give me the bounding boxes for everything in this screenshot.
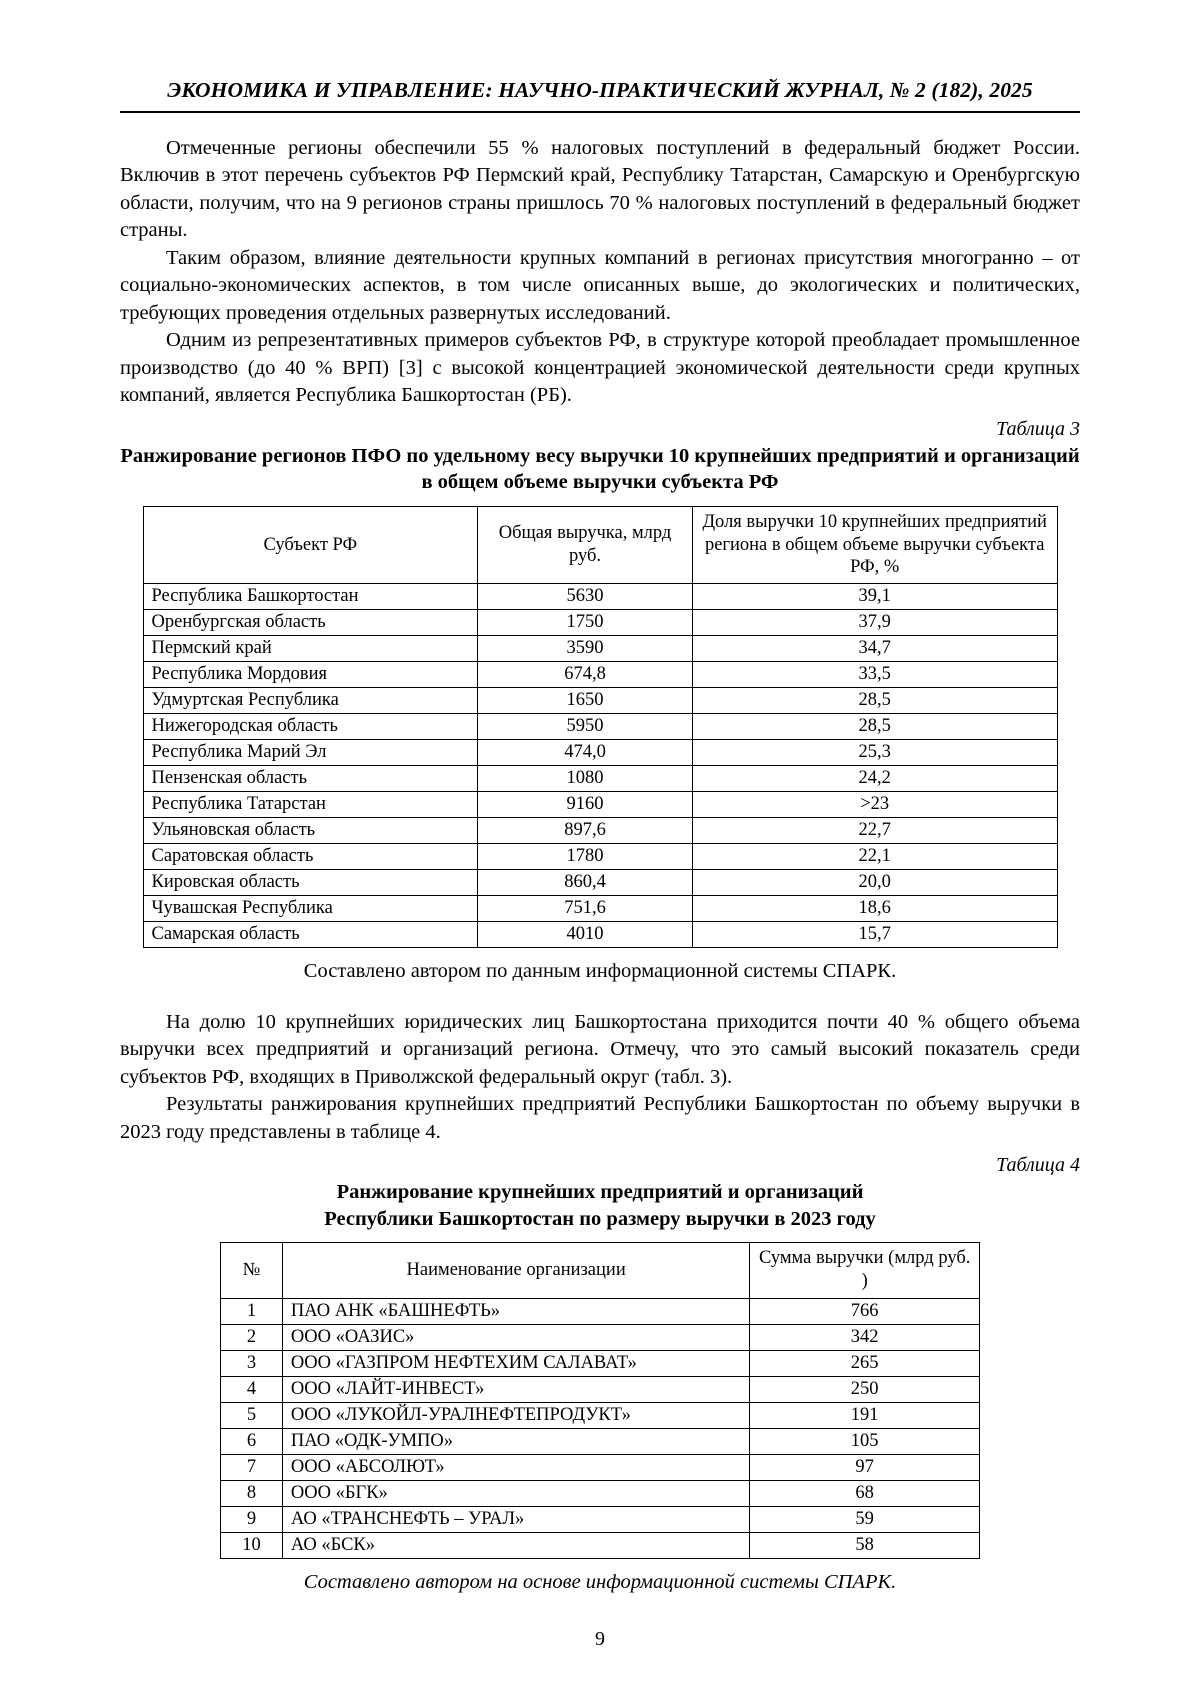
- cell-share: 15,7: [692, 921, 1057, 947]
- table-row: [143, 843, 1057, 869]
- cell-share: 22,1: [692, 843, 1057, 869]
- table3-col-share: Доля выручки 10 крупнейших предприятий региона в общем объеме выручки субъекта РФ, %: [692, 506, 1057, 583]
- paragraph-5: Результаты ранжирования крупнейших предприятий Республики Башкортостан по объему выручки в 2023 году представлены в таблице 4.: [120, 1093, 1080, 1143]
- table-row: [143, 895, 1057, 921]
- cell-subject: Самарская область: [143, 921, 478, 947]
- running-head: ЭКОНОМИКА И УПРАВЛЕНИЕ: НАУЧНО-ПРАКТИЧЕСКИЙ ЖУРНАЛ, № 2 (182), 2025: [120, 78, 1080, 113]
- cell-subject: Ульяновская область: [143, 817, 478, 843]
- table-header-row: [143, 506, 1057, 583]
- table-row: [143, 661, 1057, 687]
- cell-organization: АО «БСК»: [282, 1532, 749, 1558]
- cell-organization: ПАО АНК «БАШНЕФТЬ»: [282, 1298, 749, 1324]
- cell-organization: ООО «ОАЗИС»: [282, 1324, 749, 1350]
- cell-index: 10: [221, 1532, 283, 1558]
- table-row: [143, 713, 1057, 739]
- cell-revenue: 1780: [478, 843, 693, 869]
- cell-subject: Республика Башкортостан: [143, 583, 478, 609]
- table-row: [143, 765, 1057, 791]
- cell-revenue: 674,8: [478, 661, 693, 687]
- table4-title: [120, 1179, 1080, 1232]
- table3-source: Составлено автором по данным информационной системы СПАРК.: [303, 959, 897, 982]
- cell-subject: Пермский край: [143, 635, 478, 661]
- cell-share: 18,6: [692, 895, 1057, 921]
- cell-organization: ООО «ЛУКОЙЛ-УРАЛНЕФТЕПРОДУКТ»: [282, 1402, 749, 1428]
- table3-number: Таблица 3: [996, 417, 1080, 440]
- table-row: [143, 791, 1057, 817]
- cell-revenue: 97: [750, 1454, 980, 1480]
- table-row: [221, 1350, 980, 1376]
- cell-revenue: 897,6: [478, 817, 693, 843]
- cell-revenue: 105: [750, 1428, 980, 1454]
- cell-share: 37,9: [692, 609, 1057, 635]
- table-row: [143, 583, 1057, 609]
- table4-col-revenue: Сумма выручки (млрд руб. ): [750, 1243, 980, 1298]
- cell-subject: Республика Марий Эл: [143, 739, 478, 765]
- page-number: 9: [595, 1627, 605, 1650]
- table-row: [221, 1324, 980, 1350]
- cell-revenue: 342: [750, 1324, 980, 1350]
- cell-revenue: 265: [750, 1350, 980, 1376]
- cell-share: 22,7: [692, 817, 1057, 843]
- paragraph-2: Таким образом, влияние деятельности крупных компаний в регионах присутствия многогранно – от социально-экономических аспектов, в том числе описанных выше, до экологических и политических, требующих проведения отдельных развернутых исследований.: [120, 246, 1080, 324]
- table-row: [143, 687, 1057, 713]
- cell-subject: Республика Татарстан: [143, 791, 478, 817]
- table-row: [143, 635, 1057, 661]
- table4-title-line2: Республики Башкортостан по размеру выручки в 2023 году: [324, 1207, 876, 1230]
- cell-revenue: 9160: [478, 791, 693, 817]
- cell-revenue: 751,6: [478, 895, 693, 921]
- table-row: [221, 1298, 980, 1324]
- cell-share: 39,1: [692, 583, 1057, 609]
- cell-revenue: 766: [750, 1298, 980, 1324]
- cell-organization: ООО «БГК»: [282, 1480, 749, 1506]
- cell-share: 33,5: [692, 661, 1057, 687]
- table-row: [221, 1376, 980, 1402]
- cell-share: 28,5: [692, 687, 1057, 713]
- table-header-row: [221, 1243, 980, 1298]
- cell-index: 2: [221, 1324, 283, 1350]
- cell-revenue: 1750: [478, 609, 693, 635]
- cell-revenue: 5950: [478, 713, 693, 739]
- cell-share: 25,3: [692, 739, 1057, 765]
- cell-organization: ООО «ЛАЙТ-ИНВЕСТ»: [282, 1376, 749, 1402]
- cell-share: >23: [692, 791, 1057, 817]
- table-row: [221, 1428, 980, 1454]
- cell-index: 3: [221, 1350, 283, 1376]
- table3-title: Ранжирование регионов ПФО по удельному весу выручки 10 крупнейших предприятий и организаций в общем объеме выручки субъекта РФ: [120, 444, 1080, 494]
- table3-col-subject: Субъект РФ: [143, 506, 478, 583]
- table-companies-ranking: [220, 1242, 980, 1558]
- table-row: [143, 739, 1057, 765]
- cell-revenue: 1650: [478, 687, 693, 713]
- cell-organization: ООО «АБСОЛЮТ»: [282, 1454, 749, 1480]
- cell-revenue: 68: [750, 1480, 980, 1506]
- cell-share: 20,0: [692, 869, 1057, 895]
- cell-index: 5: [221, 1402, 283, 1428]
- cell-index: 7: [221, 1454, 283, 1480]
- table3-col-revenue: Общая выручка, млрд руб.: [478, 506, 693, 583]
- cell-share: 28,5: [692, 713, 1057, 739]
- cell-index: 6: [221, 1428, 283, 1454]
- table-row: [221, 1506, 980, 1532]
- cell-revenue: 4010: [478, 921, 693, 947]
- cell-subject: Саратовская область: [143, 843, 478, 869]
- cell-revenue: 250: [750, 1376, 980, 1402]
- cell-subject: Оренбургская область: [143, 609, 478, 635]
- table-row: [143, 869, 1057, 895]
- cell-index: 4: [221, 1376, 283, 1402]
- cell-revenue: 3590: [478, 635, 693, 661]
- paragraph-4: На долю 10 крупнейших юридических лиц Башкортостана приходится почти 40 % общего объема выручки всех предприятий и организаций региона. Отмечу, что это самый высокий показатель среди субъектов РФ, входящих в Приволжской федеральный округ (табл. 3).: [120, 1010, 1080, 1088]
- cell-revenue: 191: [750, 1402, 980, 1428]
- table-row: [143, 817, 1057, 843]
- cell-subject: Чувашская Республика: [143, 895, 478, 921]
- cell-subject: Кировская область: [143, 869, 478, 895]
- table-row: [143, 609, 1057, 635]
- table-row: [221, 1402, 980, 1428]
- cell-revenue: 58: [750, 1532, 980, 1558]
- table-row: [221, 1532, 980, 1558]
- cell-subject: Пензенская область: [143, 765, 478, 791]
- cell-organization: АО «ТРАНСНЕФТЬ – УРАЛ»: [282, 1506, 749, 1532]
- table-regions-ranking: [143, 506, 1058, 948]
- cell-organization: ПАО «ОДК-УМПО»: [282, 1428, 749, 1454]
- cell-share: 24,2: [692, 765, 1057, 791]
- cell-revenue: 860,4: [478, 869, 693, 895]
- cell-revenue: 1080: [478, 765, 693, 791]
- table-row: [143, 921, 1057, 947]
- cell-revenue: 5630: [478, 583, 693, 609]
- paragraph-1: Отмеченные регионы обеспечили 55 % налоговых поступлений в федеральный бюджет России. Включив в этот перечень субъектов РФ Пермский край, Республику Татарстан, Самарскую и Оренбургскую области, получим, что на 9 регионов страны пришлось 70 % налоговых поступлений в федеральный бюджет страны.: [120, 137, 1080, 242]
- cell-revenue: 474,0: [478, 739, 693, 765]
- cell-subject: Республика Мордовия: [143, 661, 478, 687]
- cell-index: 1: [221, 1298, 283, 1324]
- cell-revenue: 59: [750, 1506, 980, 1532]
- cell-subject: Нижегородская область: [143, 713, 478, 739]
- table4-source: Составлено автором на основе информационной системы СПАРК.: [303, 1570, 897, 1593]
- table4-col-index: №: [221, 1243, 283, 1298]
- cell-share: 34,7: [692, 635, 1057, 661]
- cell-index: 9: [221, 1506, 283, 1532]
- cell-subject: Удмуртская Республика: [143, 687, 478, 713]
- table4-col-organization: Наименование организации: [282, 1243, 749, 1298]
- table4-number: Таблица 4: [996, 1154, 1080, 1176]
- table-row: [221, 1480, 980, 1506]
- table-row: [221, 1454, 980, 1480]
- cell-index: 8: [221, 1480, 283, 1506]
- cell-organization: ООО «ГАЗПРОМ НЕФТЕХИМ САЛАВАТ»: [282, 1350, 749, 1376]
- paragraph-3: Одним из репрезентативных примеров субъектов РФ, в структуре которой преобладает промышленное производство (до 40 % ВРП) [3] с высокой концентрацией экономической деятельности среди крупных компаний, является Республика Башкортостан (РБ).: [120, 329, 1080, 407]
- table4-title-line1: Ранжирование крупнейших предприятий и организаций: [336, 1181, 864, 1203]
